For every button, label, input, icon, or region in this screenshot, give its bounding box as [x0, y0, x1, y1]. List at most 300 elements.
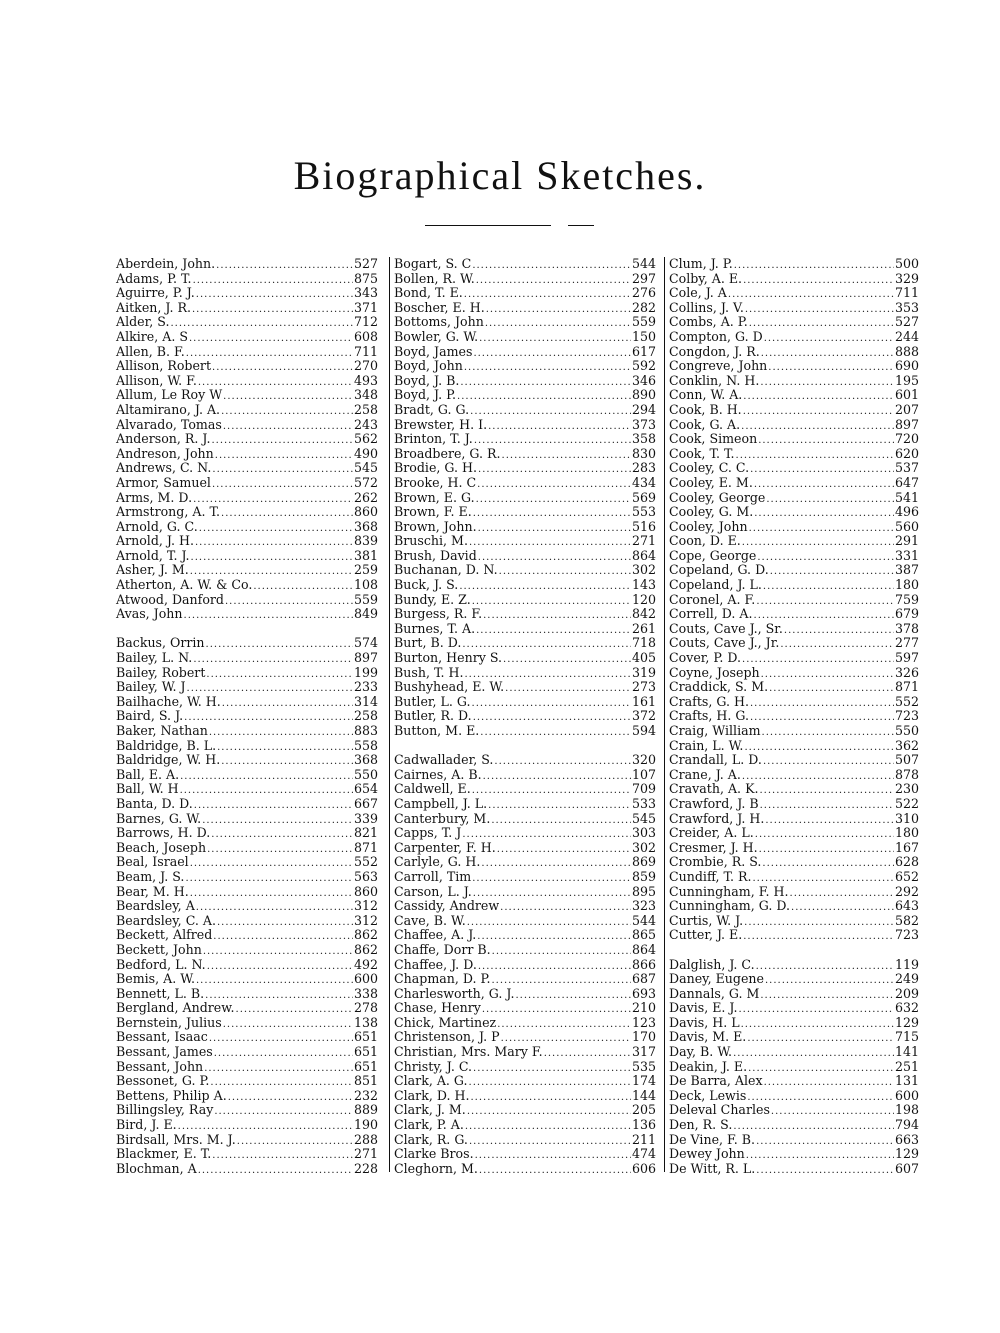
entry-page-number: 608	[353, 328, 378, 344]
entry-name: Crafts, H. G.	[669, 708, 749, 724]
entry-page-number: 537	[894, 460, 919, 476]
entry-page-number: 271	[353, 1146, 378, 1162]
index-entry	[116, 1001, 378, 1016]
index-entry	[394, 388, 656, 403]
index-entry	[394, 709, 656, 724]
entry-name: Davis, E. J.	[669, 1000, 738, 1016]
index-entry	[116, 1045, 378, 1060]
dot-leader	[764, 1076, 894, 1091]
entry-page-number: 314	[353, 693, 378, 709]
entry-page-number: 652	[894, 868, 919, 884]
entry-page-number: 632	[894, 1000, 919, 1016]
entry-name: Combs, A. P.	[669, 314, 748, 330]
index-entry	[394, 345, 656, 360]
entry-page-number: 897	[353, 650, 378, 666]
dot-leader	[476, 493, 631, 508]
entry-name: Armstrong, A. T.	[116, 504, 221, 520]
entry-name: Butler, L. G.	[394, 693, 471, 709]
index-entry	[669, 1030, 919, 1045]
entry-name: Bennett, L. B.	[116, 985, 205, 1001]
dot-leader	[505, 682, 631, 697]
entry-name: Beardsley, C. A.	[116, 912, 216, 928]
index-entry	[669, 272, 919, 287]
index-entry	[394, 1001, 656, 1016]
entry-name: Bailey, Robert	[116, 664, 206, 680]
index-column-1	[116, 257, 378, 1176]
dot-leader	[488, 799, 631, 814]
dot-leader	[771, 1105, 894, 1120]
entry-name: Boscher, E. H.	[394, 299, 485, 315]
index-entry	[116, 315, 378, 330]
entry-name: Caldwell, E.	[394, 781, 471, 797]
entry-name: Chick, Martinez	[394, 1014, 497, 1030]
entry-name: Armor, Samuel	[116, 474, 211, 490]
entry-name: Cairnes, A. B.	[394, 766, 482, 782]
entry-name: Cook, T. T.	[669, 445, 735, 461]
entry-name: Baker, Nathan	[116, 723, 208, 738]
index-entry	[116, 359, 378, 374]
index-entry	[669, 505, 919, 520]
index-entry	[394, 943, 656, 958]
entry-name: Clark, R. G.	[394, 1131, 468, 1147]
entry-page-number: 297	[631, 270, 656, 286]
entry-page-number: 849	[353, 606, 378, 622]
entry-name: Bedford, L. N.	[116, 956, 206, 972]
entry-page-number: 319	[631, 664, 656, 680]
entry-name: Carpenter, F. H.	[394, 839, 496, 855]
entry-page-number: 897	[894, 416, 919, 432]
entry-name: Butler, R. D.	[394, 708, 472, 724]
entry-name: Bradt, G. G.	[394, 401, 470, 417]
dot-leader	[763, 755, 894, 770]
entry-page-number: 842	[631, 606, 656, 622]
index-entry	[116, 491, 378, 506]
dot-leader	[465, 1120, 631, 1135]
entry-name: Arnold, J. H.	[116, 533, 194, 549]
index-entry	[116, 403, 378, 418]
entry-page-number: 277	[894, 635, 919, 651]
entry-page-number: 108	[353, 577, 378, 593]
entry-name: Billingsley, Ray	[116, 1102, 214, 1118]
entry-name: Arms, M. D.	[116, 489, 193, 505]
entry-name: Barnes, G. W.	[116, 810, 202, 826]
entry-page-number: 373	[631, 416, 656, 432]
dot-leader	[190, 857, 353, 872]
entry-page-number: 690	[894, 358, 919, 374]
index-entry	[669, 870, 919, 885]
index-entry	[394, 666, 656, 681]
entry-page-number: 569	[631, 489, 656, 505]
index-entry	[394, 359, 656, 374]
entry-page-number: 592	[631, 358, 656, 374]
dot-leader	[223, 390, 353, 405]
entry-name: Bogart, S. C	[394, 256, 472, 271]
entry-name: Baldridge, B. L.	[116, 737, 217, 753]
dot-leader	[494, 755, 631, 770]
entry-page-number: 535	[631, 1058, 656, 1074]
dot-leader	[768, 361, 894, 376]
entry-page-number: 711	[353, 343, 378, 359]
entry-page-number: 601	[894, 387, 919, 403]
dot-leader	[473, 347, 631, 362]
dot-leader	[760, 989, 894, 1004]
entry-name: Brooke, H. C	[394, 474, 477, 490]
entry-name: Crafts, G. H.	[669, 693, 749, 709]
index-entry	[394, 491, 656, 506]
entry-name: Couts, Cave J., Sr.	[669, 620, 783, 636]
entry-name: Atwood, Danford	[116, 591, 224, 607]
dot-leader	[754, 507, 894, 522]
dot-leader	[769, 682, 894, 697]
index-entry	[669, 972, 919, 987]
entry-page-number: 233	[353, 679, 378, 695]
dot-leader	[206, 668, 353, 683]
entry-name: Ball, W. H	[116, 781, 179, 797]
entry-name: Crawford, J. B	[669, 795, 759, 811]
entry-name: Bollen, R. W.	[394, 270, 475, 286]
entry-name: Cope, George	[669, 547, 757, 563]
entry-name: De Barra, Alex	[669, 1073, 763, 1089]
entry-name: Boyd, J. B.	[394, 372, 460, 388]
index-entry	[116, 534, 378, 549]
entry-page-number: 889	[353, 1102, 378, 1118]
entry-page-number: 170	[631, 1029, 656, 1045]
entry-name: Cooley, C. C.	[669, 460, 750, 476]
dot-leader	[763, 580, 894, 595]
index-entry	[394, 841, 656, 856]
entry-page-number: 667	[353, 795, 378, 811]
index-entry	[669, 899, 919, 914]
entry-name: Backus, Orrin	[116, 635, 205, 651]
entry-name: Cook, Simeon	[669, 431, 758, 447]
entry-page-number: 859	[631, 868, 656, 884]
index-entry	[116, 928, 378, 943]
dot-leader	[483, 609, 631, 624]
entry-page-number: 381	[353, 547, 378, 563]
index-entry	[116, 1030, 378, 1045]
dot-leader	[216, 259, 353, 274]
dot-leader	[209, 726, 353, 741]
index-entry	[669, 1133, 919, 1148]
entry-page-number: 119	[894, 956, 919, 972]
entry-name: Dewey John	[669, 1146, 745, 1162]
entry-name: Cooley, George	[669, 489, 766, 505]
dot-leader	[764, 332, 894, 347]
dot-leader	[503, 653, 631, 668]
entry-page-number: 862	[353, 927, 378, 943]
entry-page-number: 715	[894, 1029, 919, 1045]
index-entry	[116, 870, 378, 885]
entry-page-number: 606	[631, 1160, 656, 1176]
entry-name: Andreson, John	[116, 445, 214, 461]
entry-page-number: 303	[631, 825, 656, 841]
entry-name: Christenson, J. P	[394, 1029, 500, 1045]
entry-name: Deck, Lewis	[669, 1087, 747, 1103]
index-entry	[116, 272, 378, 287]
entry-page-number: 343	[353, 285, 378, 301]
index-entry	[669, 680, 919, 695]
entry-name: Arnold, T. J.	[116, 547, 190, 563]
index-entry	[394, 1074, 656, 1089]
section-gap	[669, 943, 919, 958]
entry-name: Asher, J. M.	[116, 562, 189, 578]
index-entry	[116, 987, 378, 1002]
index-entry	[394, 549, 656, 564]
index-entry	[116, 899, 378, 914]
dot-leader	[477, 930, 631, 945]
index-entry	[669, 1162, 919, 1177]
entry-name: Aguirre, P. J.	[116, 285, 195, 301]
index-entry	[669, 1001, 919, 1016]
index-entry	[669, 374, 919, 389]
entry-name: Bessant, Isaac	[116, 1029, 208, 1045]
dot-leader	[203, 945, 353, 960]
entry-page-number: 338	[353, 985, 378, 1001]
index-entry	[116, 1074, 378, 1089]
dot-leader	[756, 1164, 894, 1179]
entry-page-number: 553	[631, 504, 656, 520]
index-entry	[116, 257, 378, 272]
dot-leader	[467, 916, 631, 931]
entry-page-number: 654	[353, 781, 378, 797]
index-entry	[394, 695, 656, 710]
dot-leader	[492, 945, 631, 960]
entry-name: Cleghorn, M.	[394, 1160, 478, 1176]
dot-leader	[469, 1076, 631, 1091]
dot-leader	[746, 1149, 894, 1164]
entry-page-number: 651	[353, 1044, 378, 1060]
dot-leader	[476, 274, 631, 289]
entry-name: Correll, D. A.	[669, 606, 753, 622]
dot-leader	[765, 974, 894, 989]
entry-name: Button, M. E.	[394, 723, 480, 738]
dot-leader	[762, 857, 894, 872]
dot-leader	[195, 536, 353, 551]
index-entry	[394, 403, 656, 418]
index-entry	[116, 943, 378, 958]
entry-name: Bond, T. E.	[394, 285, 463, 301]
entry-name: Bowler, G. W.	[394, 328, 479, 344]
dot-leader	[736, 449, 894, 464]
entry-page-number: 617	[631, 343, 656, 359]
index-entry	[394, 1030, 656, 1045]
entry-page-number: 232	[353, 1087, 378, 1103]
index-entry	[116, 885, 378, 900]
dot-leader	[472, 784, 631, 799]
dot-leader	[198, 1164, 353, 1179]
entry-page-number: 550	[894, 723, 919, 738]
dot-leader	[742, 653, 894, 668]
dot-leader	[470, 1091, 630, 1106]
entry-page-number: 387	[894, 562, 919, 578]
index-entry	[116, 418, 378, 433]
entry-page-number: 198	[894, 1102, 919, 1118]
index-entry	[116, 812, 378, 827]
entry-page-number: 331	[894, 547, 919, 563]
dot-leader	[459, 580, 631, 595]
entry-page-number: 368	[353, 518, 378, 534]
entry-page-number: 195	[894, 372, 919, 388]
index-entry	[394, 607, 656, 622]
entry-page-number: 821	[353, 825, 378, 841]
dot-leader	[253, 580, 353, 595]
entry-name: Bettens, Philip A.	[116, 1087, 227, 1103]
index-entry	[669, 622, 919, 637]
entry-page-number: 865	[631, 927, 656, 943]
dot-leader	[212, 361, 353, 376]
entry-page-number: 291	[894, 533, 919, 549]
entry-page-number: 262	[353, 489, 378, 505]
entry-page-number: 693	[631, 985, 656, 1001]
dot-leader	[191, 551, 353, 566]
index-entry	[116, 826, 378, 841]
index-entry	[669, 987, 919, 1002]
dot-leader	[472, 259, 631, 274]
dot-leader	[184, 711, 353, 726]
entry-name: Capps, T. J	[394, 825, 462, 841]
index-entry	[669, 1103, 919, 1118]
index-entry	[116, 607, 378, 622]
index-entry	[394, 812, 656, 827]
entry-page-number: 559	[353, 591, 378, 607]
entry-page-number: 228	[353, 1160, 378, 1176]
dot-leader	[756, 595, 894, 610]
entry-name: Cundiff, T. R.	[669, 868, 752, 884]
dot-leader	[237, 1135, 353, 1150]
dot-leader	[544, 1047, 631, 1062]
dot-leader	[215, 449, 353, 464]
index-entry	[116, 330, 378, 345]
index-entry	[394, 301, 656, 316]
dot-leader	[728, 288, 894, 303]
entry-page-number: 687	[631, 971, 656, 987]
index-entry	[669, 753, 919, 768]
dot-leader	[734, 259, 894, 274]
entry-page-number: 120	[631, 591, 656, 607]
entry-name: Crombie, R. S.	[669, 854, 762, 870]
entry-page-number: 527	[353, 256, 378, 271]
index-entry	[116, 753, 378, 768]
entry-page-number: 878	[894, 766, 919, 782]
entry-name: Beam, J. S.	[116, 868, 185, 884]
entry-page-number: 358	[631, 431, 656, 447]
entry-name: Brinton, T. J.	[394, 431, 473, 447]
dot-leader	[733, 1120, 894, 1135]
entry-page-number: 282	[631, 299, 656, 315]
dot-leader	[460, 376, 631, 391]
entry-page-number: 709	[631, 781, 656, 797]
index-entry	[394, 418, 656, 433]
dot-leader	[196, 974, 353, 989]
dot-leader	[742, 536, 894, 551]
index-entry	[116, 651, 378, 666]
entry-name: Beal, Israel	[116, 854, 189, 870]
dot-leader	[742, 770, 894, 785]
dot-leader	[221, 755, 353, 770]
index-entry	[669, 330, 919, 345]
dot-leader	[750, 697, 894, 712]
entry-page-number: 679	[894, 606, 919, 622]
dot-leader	[757, 551, 894, 566]
entry-name: Dalglish, J. C.	[669, 956, 755, 972]
entry-name: Canterbury, M.	[394, 810, 491, 826]
entry-name: Alkire, A. S	[116, 328, 188, 344]
entry-name: Bergland, Andrew.	[116, 1000, 235, 1016]
entry-name: Craig, William	[669, 723, 761, 738]
entry-page-number: 258	[353, 708, 378, 724]
index-entry	[669, 841, 919, 856]
entry-page-number: 346	[631, 372, 656, 388]
index-entry	[669, 797, 919, 812]
index-entry	[669, 607, 919, 622]
dot-leader	[770, 565, 894, 580]
entry-page-number: 544	[631, 256, 656, 271]
entry-page-number: 150	[631, 328, 656, 344]
entry-name: Christian, Mrs. Mary F.	[394, 1044, 543, 1060]
entry-page-number: 720	[894, 431, 919, 447]
entry-page-number: 323	[631, 898, 656, 914]
dot-leader	[482, 1003, 631, 1018]
dot-leader	[791, 901, 894, 916]
dot-leader	[464, 288, 631, 303]
entry-page-number: 190	[353, 1117, 378, 1133]
index-entry	[116, 1147, 378, 1162]
dot-leader	[756, 960, 894, 975]
index-entry	[669, 914, 919, 929]
entry-name: Blochman, A	[116, 1160, 197, 1176]
dot-leader	[189, 332, 353, 347]
entry-page-number: 839	[353, 533, 378, 549]
index-entry	[116, 1133, 378, 1148]
dot-leader	[515, 989, 630, 1004]
index-entry	[394, 899, 656, 914]
dot-leader	[473, 711, 631, 726]
entry-page-number: 302	[631, 839, 656, 855]
dot-leader	[478, 463, 631, 478]
entry-page-number: 643	[894, 898, 919, 914]
entry-page-number: 607	[894, 1160, 919, 1176]
entry-name: Bird, J. E.	[116, 1117, 177, 1133]
entry-name: De Witt, R. L.	[669, 1160, 756, 1176]
entry-name: Compton, G. D	[669, 328, 763, 344]
entry-name: Brush, David	[394, 547, 477, 563]
entry-name: Conn, W. A.	[669, 387, 743, 403]
entry-name: Allison, Robert	[116, 358, 212, 374]
entry-name: Banta, D. D.	[116, 795, 193, 811]
entry-page-number: 545	[631, 810, 656, 826]
entry-name: Chaffe, Dorr B.	[394, 941, 491, 957]
dot-leader	[500, 901, 631, 916]
index-entry	[116, 680, 378, 695]
entry-page-number: 107	[631, 766, 656, 782]
index-entry	[116, 374, 378, 389]
entry-name: Charlesworth, G. J.	[394, 985, 515, 1001]
entry-name: Buchanan, D. N.	[394, 562, 498, 578]
entry-name: Dannals, G. M	[669, 985, 760, 1001]
index-entry	[394, 753, 656, 768]
index-entry	[669, 257, 919, 272]
index-entry	[669, 403, 919, 418]
entry-page-number: 651	[353, 1058, 378, 1074]
entry-name: Andrews, C. N.	[116, 460, 212, 476]
entry-page-number: 292	[894, 883, 919, 899]
entry-name: Bruschi, M.	[394, 533, 468, 549]
entry-name: Allen, B. F.	[116, 343, 185, 359]
entry-name: Cover, P. D.	[669, 650, 742, 666]
dot-leader	[214, 1105, 353, 1120]
entry-name: Copeland, J. L.	[669, 577, 762, 593]
dot-leader	[213, 930, 353, 945]
